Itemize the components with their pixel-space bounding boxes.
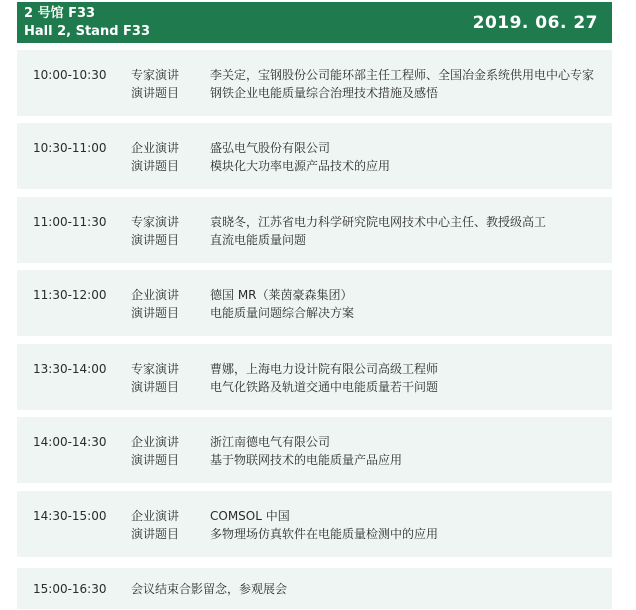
session-topic: 模块化大功率电源产品技术的应用 (210, 159, 391, 173)
session-row (17, 197, 612, 263)
session-speaker: 浙江南德电气有限公司 (210, 435, 331, 449)
session-type: 企业演讲 (131, 141, 180, 155)
topic-label: 演讲题目 (131, 380, 180, 394)
closing-row (17, 568, 612, 609)
session-speaker: 袁晓冬，江苏省电力科学研究院电网技术中心主任、教授级高工 (210, 215, 547, 229)
session-topic: 多物理场仿真软件在电能质量检测中的应用 (210, 527, 439, 541)
session-row (17, 344, 612, 410)
session-topic: 钢铁企业电能质量综合治理技术措施及感悟 (210, 86, 439, 100)
topic-label: 演讲题目 (131, 527, 180, 541)
session-topic: 电气化铁路及轨道交通中电能质量若干问题 (210, 380, 439, 394)
session-type: 专家演讲 (131, 68, 180, 82)
session-row (17, 417, 612, 483)
session-type: 企业演讲 (131, 509, 180, 523)
topic-label: 演讲题目 (131, 306, 180, 320)
session-row (17, 270, 612, 336)
topic-label: 演讲题目 (131, 233, 180, 247)
session-speaker: COMSOL 中国 (210, 509, 290, 523)
session-speaker: 德国 MR（莱茵豪森集团） (210, 288, 353, 302)
topic-label: 演讲题目 (131, 453, 180, 467)
session-time: 11:00-11:30 (33, 215, 107, 229)
session-time: 14:00-14:30 (33, 435, 107, 449)
session-type: 专家演讲 (131, 215, 180, 229)
closing-text: 会议结束合影留念，参观展会 (131, 582, 288, 596)
topic-label: 演讲题目 (131, 86, 180, 100)
session-speaker: 盛弘电气股份有限公司 (210, 141, 331, 155)
session-type: 企业演讲 (131, 435, 180, 449)
session-time: 10:00-10:30 (33, 68, 107, 82)
session-time: 13:30-14:00 (33, 362, 107, 376)
topic-label: 演讲题目 (131, 159, 180, 173)
session-topic: 基于物联网技术的电能质量产品应用 (210, 453, 403, 467)
session-type: 专家演讲 (131, 362, 180, 376)
session-row (17, 491, 612, 557)
closing-time: 15:00-16:30 (33, 582, 107, 596)
session-speaker: 李关定，宝钢股份公司能环部主任工程师、全国冶金系统供用电中心专家 (210, 68, 595, 82)
session-time: 11:30-12:00 (33, 288, 107, 302)
hall-number-en: Hall 2, Stand F33 (24, 24, 151, 39)
hall-number-cn: 2 号馆 F33 (24, 6, 96, 21)
session-speaker: 曹娜，上海电力设计院有限公司高级工程师 (210, 362, 439, 376)
schedule-header (17, 2, 612, 43)
schedule-date: 2019. 06. 27 (472, 13, 598, 33)
session-row (17, 50, 612, 116)
session-row (17, 123, 612, 189)
session-topic: 直流电能质量问题 (210, 233, 307, 247)
session-time: 14:30-15:00 (33, 509, 107, 523)
session-type: 企业演讲 (131, 288, 180, 302)
session-topic: 电能质量问题综合解决方案 (210, 306, 355, 320)
session-time: 10:30-11:00 (33, 141, 107, 155)
